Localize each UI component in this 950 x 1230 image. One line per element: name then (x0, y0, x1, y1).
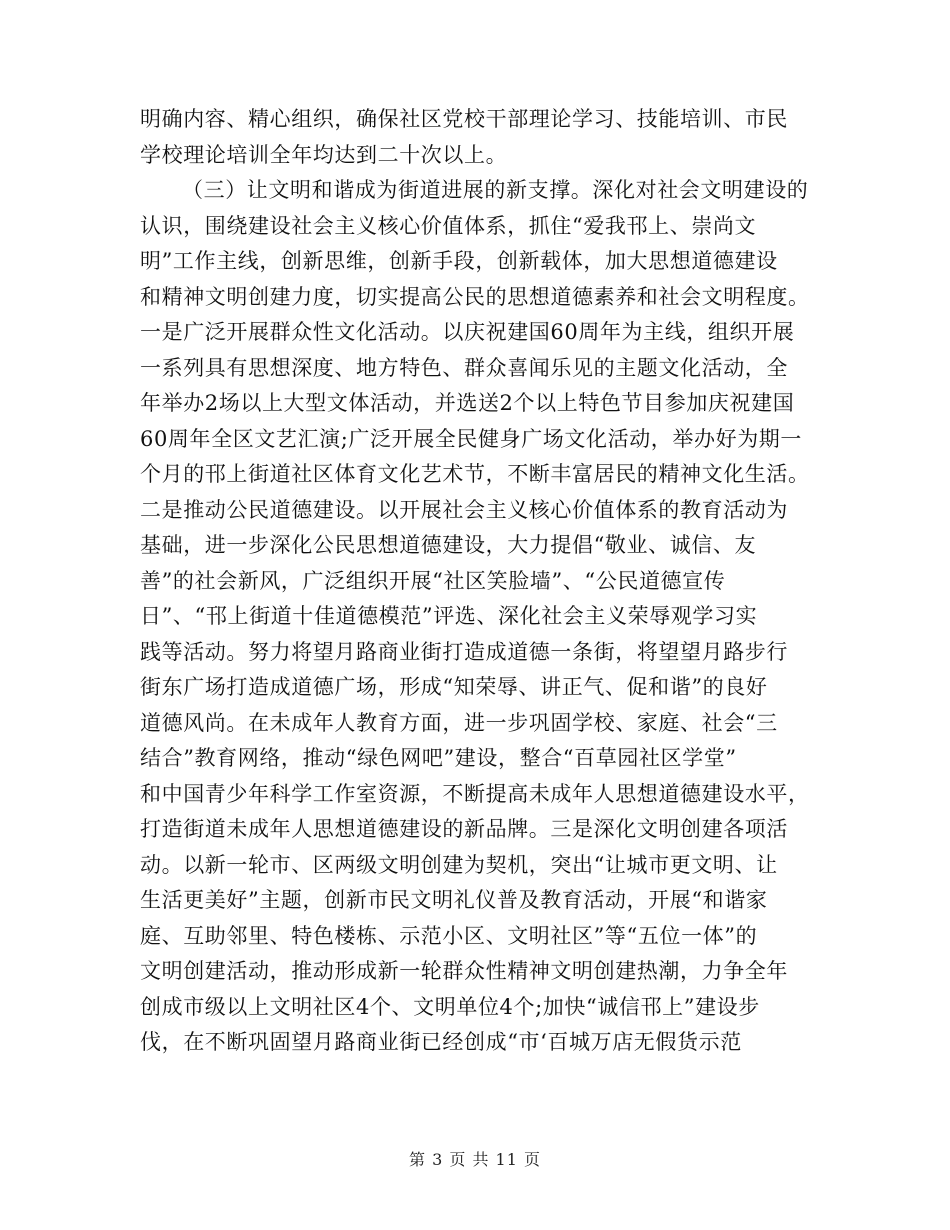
document-body (140, 102, 820, 1061)
text-line: 伐，在不断巩固望月路商业街已经创成“市‘百城万店无假货示范 (140, 1030, 742, 1054)
text-line: 一是广泛开展群众性文化活动。以庆祝建国60周年为主线，组织开展 (140, 320, 795, 344)
text-line: 二是推动公民道德建设。以开展社会主义核心价值体系的教育活动为 (140, 497, 788, 522)
text-line: 创成市级以上文明社区4个、文明单位4个;加快“诚信邗上”建设步 (140, 994, 760, 1019)
text-line: 基础，进一步深化公民思想道德建设，大力提倡“敬业、诚信、友 (140, 533, 757, 557)
text-line: 一系列具有思想深度、地方特色、群众喜闻乐见的主题文化活动，全 (140, 355, 788, 380)
section-heading-line: （三）让文明和谐成为街道进展的新支撑。深化对社会文明建设的 (182, 178, 809, 202)
text-line: 明”工作主线，创新思维，创新手段，创新载体，加大思想道德建设 (140, 249, 778, 273)
text-line: 文明创建活动，推动形成新一轮群众性精神文明创建热潮，力争全年 (140, 959, 788, 983)
text-line: 道德风尚。在未成年人教育方面，进一步巩固学校、家庭、社会“三 (140, 710, 778, 735)
text-line: 明确内容、精心组织，确保社区党校干部理论学习、技能培训、市民 (140, 107, 788, 131)
text-line: 打造街道未成年人思想道德建设的新品牌。三是深化文明创建各项活 (140, 817, 788, 841)
text-line: 年举办2场以上大型文体活动，并选送2个以上特色节目参加庆祝建国 (140, 391, 795, 415)
text-line: 结合”教育网络，推动“绿色网吧”建设，整合“百草园社区学堂” (140, 746, 737, 770)
text-line: 个月的邗上街道社区体育文化艺术节，不断丰富居民的精神文化生活。 (140, 462, 810, 486)
text-line: 和精神文明创建力度，切实提高公民的思想道德素养和社会文明程度。 (140, 284, 810, 309)
text-line: 动。以新一轮市、区两级文明创建为契机，突出“让城市更文明、让 (140, 852, 778, 877)
text-line: 善”的社会新风，广泛组织开展“社区笑脸墙”、“公民道德宣传 (140, 568, 726, 593)
text-line: 日”、“邗上街道十佳道德模范”评选、深化社会主义荣辱观学习实 (140, 604, 758, 628)
text-line: 和中国青少年科学工作室资源，不断提高未成年人思想道德建设水平， (140, 781, 810, 806)
text-line: 认识，围绕建设社会主义核心价值体系，抓住“爱我邗上、崇尚文 (140, 213, 757, 238)
text-line: 生活更美好”主题，创新市民文明礼仪普及教育活动，开展“和谐家 (140, 888, 768, 912)
text-line: 践等活动。努力将望月路商业街打造成道德一条街，将望望月路步行 (140, 639, 788, 664)
text-line: 庭、互助邻里、特色楼栋、示范小区、文明社区”等“五位一体”的 (140, 923, 758, 948)
page-number-footer: 第 3 页 共 11 页 (409, 1150, 541, 1169)
text-line: 60周年全区文艺汇演;广泛开展全民健身广场文化活动，举办好为期一 (140, 426, 802, 451)
text-line: 学校理论培训全年均达到二十次以上。 (140, 142, 508, 167)
text-line: 街东广场打造成道德广场，形成“知荣辱、讲正气、促和谐”的良好 (140, 675, 768, 699)
